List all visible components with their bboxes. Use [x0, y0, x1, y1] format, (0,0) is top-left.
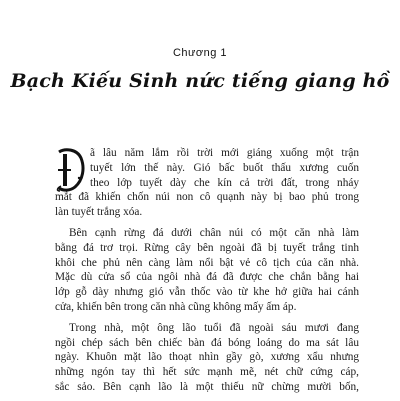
- body-line: Bên cạnh rừng đá dưới chân núi có một căn nhà làm: [69, 226, 359, 239]
- chapter-body: [55, 146, 359, 401]
- body-line: những ngón tay thì hết sức mạnh mẽ, nét chữ cứng cáp,: [55, 366, 359, 379]
- body-line: làn tuyết trắng xóa.: [55, 206, 143, 219]
- chapter-title: Bạch Kiếu Sinh nức tiếng giang hồ: [10, 70, 390, 92]
- body-line: tuyết lớn thế này. Gió bấc buốt thấu xương cuốn: [90, 161, 359, 174]
- body-line: Mặc dù cửa sổ của ngôi nhà đá đã được che chắn bằng hai: [55, 271, 359, 284]
- paragraph-2: [55, 226, 359, 315]
- drop-cap-letter: [55, 148, 85, 192]
- body-line: theo lớp tuyết dày che kín cả trời đất, trong nháy: [90, 176, 359, 189]
- body-line: cửa, khiến bên trong căn nhà cũng không mấy ấm áp.: [55, 300, 297, 313]
- body-line: sắc sảo. Bên cạnh lão là một thiếu nữ chừng mười bốn,: [55, 380, 359, 393]
- chapter-number: Chương 1: [172, 47, 228, 59]
- paragraph-1: [55, 146, 359, 220]
- body-line: ngồi chép sách bên chiếc bàn đá bóng loáng do ma sát lâu: [55, 336, 359, 349]
- body-line: mắt đã khiến chốn núi non cô quạnh này bị bao phủ trong: [55, 191, 359, 204]
- paragraph-3: [55, 321, 359, 395]
- body-line: Trong nhà, một ông lão tuổi đã ngoài sáu mươi đang: [69, 321, 359, 334]
- body-line: ngày. Khuôn mặt lão thoạt nhìn gầy gò, xương xẩu nhưng: [55, 351, 359, 364]
- body-line: khôi che phủ nên càng làm nổi bật vẻ cô tịch của căn nhà.: [55, 256, 359, 269]
- body-line: ã lâu năm lắm rồi trời mới giáng xuống một trận: [90, 147, 359, 159]
- body-line: lớp gỗ dày nhưng gió vẫn thốc vào từ khe hở giữa hai cánh: [55, 286, 359, 299]
- body-line: bằng đá trơ trọi. Rừng cây bên ngoài đã bị tuyết trắng tinh: [55, 241, 359, 254]
